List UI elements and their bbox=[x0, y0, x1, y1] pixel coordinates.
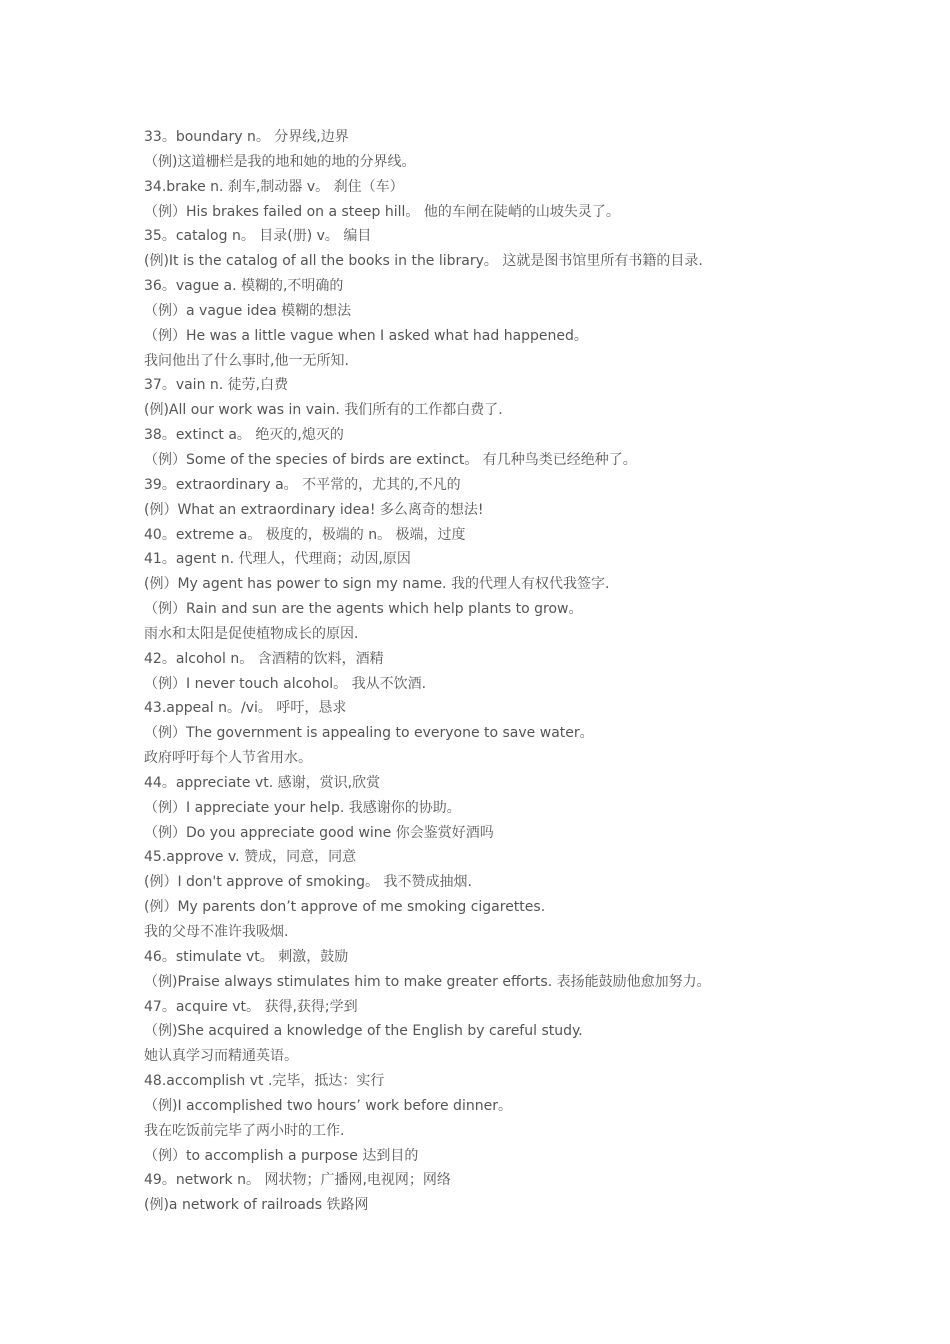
text-line: 我的父母不准许我吸烟. bbox=[144, 924, 289, 940]
text-line: 47。acquire vt。 获得,获得;学到 bbox=[144, 998, 358, 1015]
text-line: 44。appreciate vt. 感谢，赏识,欣赏 bbox=[144, 774, 381, 791]
text-line: 38。extinct a。 绝灭的,熄灭的 bbox=[144, 427, 344, 444]
text-line: 41。agent n. 代理人，代理商；动因,原因 bbox=[144, 551, 411, 568]
text-line: (例）What an extraordinary idea! 多么离奇的想法! bbox=[144, 501, 484, 518]
text-line: （例)Praise always stimulates him to make greater efforts. 表扬能鼓励他愈加努力。 bbox=[144, 973, 711, 990]
text-line: (例)All our work was in vain. 我们所有的工作都白费了. bbox=[144, 402, 503, 419]
text-line: 她认真学习而精通英语。 bbox=[144, 1048, 298, 1065]
text-line: 35。catalog n。 目录(册) v。 编目 bbox=[144, 228, 372, 245]
text-line: (例）My parents don’t approve of me smoking cigarettes. bbox=[144, 899, 546, 916]
text-line: （例）to accomplish a purpose 达到目的 bbox=[144, 1147, 419, 1164]
text-line: 33。boundary n。 分界线,边界 bbox=[144, 129, 349, 145]
text-line: 46。stimulate vt。 刺激，鼓励 bbox=[144, 948, 349, 965]
text-line: 42。alcohol n。 含酒精的饮料，酒精 bbox=[144, 650, 384, 667]
text-line: 37。vain n. 徒劳,白费 bbox=[144, 377, 289, 394]
text-line: 我问他出了什么事时,他一无所知. bbox=[144, 352, 349, 369]
text-line: 雨水和太阳是促使植物成长的原因. bbox=[144, 625, 359, 642]
text-line: （例）I appreciate your help. 我感谢你的协助。 bbox=[144, 799, 461, 816]
text-line: （例)She acquired a knowledge of the English by careful study. bbox=[144, 1023, 583, 1040]
text-line: 我在吃饭前完毕了两小时的工作. bbox=[144, 1122, 345, 1139]
text-line: 36。vague a. 模糊的,不明确的 bbox=[144, 278, 344, 295]
text-line: 48.accomplish vt .完毕，抵达：实行 bbox=[144, 1073, 385, 1090]
text-line: （例）Rain and sun are the agents which help plants to grow。 bbox=[144, 601, 583, 618]
text-line: (例)a network of railroads 铁路网 bbox=[144, 1197, 369, 1214]
text-line: （例）He was a little vague when I asked what had happened。 bbox=[144, 327, 588, 344]
text-line: （例）Do you appreciate good wine 你会鉴赏好酒吗 bbox=[144, 824, 494, 841]
text-line: (例）I don't approve of smoking。 我不赞成抽烟. bbox=[144, 874, 472, 891]
text-line: （例）The government is appealing to everyone to save water。 bbox=[144, 725, 594, 742]
text-line: 39。extraordinary a。 不平常的，尤其的,不凡的 bbox=[144, 476, 461, 493]
text-line: (例）My agent has power to sign my name. 我的代理人有权代我签字. bbox=[144, 576, 610, 593]
text-line: 政府呼吁每个人节省用水。 bbox=[144, 750, 312, 767]
text-line: (例)It is the catalog of all the books in the library。 这就是图书馆里所有书籍的目录. bbox=[144, 253, 703, 270]
text-line: （例）His brakes failed on a steep hill。 他的车闸在陡峭的山坡失灵了。 bbox=[144, 203, 620, 220]
text-line: 49。network n。 网状物；广播网,电视网；网络 bbox=[144, 1172, 451, 1189]
text-line: 43.appeal n。/vi。 呼吁，恳求 bbox=[144, 700, 347, 717]
text-line: （例）I never touch alcohol。 我从不饮酒. bbox=[144, 675, 427, 692]
text-line: （例）Some of the species of birds are extinct。 有几种鸟类已经绝种了。 bbox=[144, 451, 637, 468]
text-line: 45.approve v. 赞成，同意，同意 bbox=[144, 849, 357, 866]
text-line: （例)这道栅栏是我的地和她的地的分界线。 bbox=[144, 153, 416, 170]
text-line: 34.brake n. 刹车,制动器 v。 刹住（车） bbox=[144, 178, 404, 195]
text-line: （例）a vague idea 模糊的想法 bbox=[144, 302, 352, 319]
text-line: 40。extreme a。 极度的，极端的 n。 极端，过度 bbox=[144, 526, 466, 543]
document-body bbox=[144, 125, 904, 1218]
text-line: （例)I accomplished two hours’ work before dinner。 bbox=[144, 1097, 512, 1114]
